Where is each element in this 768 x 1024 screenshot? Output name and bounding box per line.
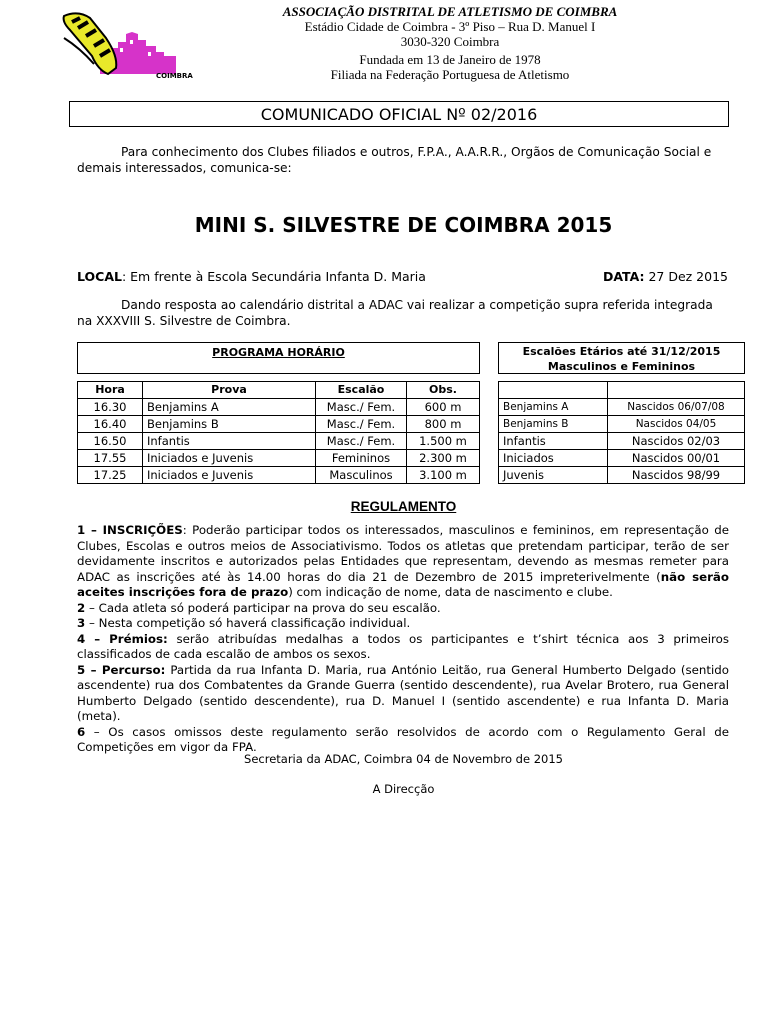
cell-hora: 16.40 [78,416,143,433]
cell-hora: 16.50 [78,433,143,450]
header-obs: Obs. [407,382,480,399]
event-title: MINI S. SILVESTRE DE COIMBRA 2015 [194,213,613,237]
cell-escalao: Masc./ Fem. [316,433,407,450]
regulamento-item-5: 5 – Percurso: Partida da rua Infanta D. Maria, rua António Leitão, rua General Humberto Delgado (sentido ascendente) rua dos Combatentes da Grande Guerra (sentido descendente), rua Avelar Brotero, rua General Humberto Delgado (sentido descendente), rua D. Manuel I (sentido ascendente) e rua Infanta D. Maria (meta). [77,662,730,723]
table-row [499,467,745,484]
header-escalao: Escalão [316,382,407,399]
programa-table [77,381,480,484]
table-row [499,433,745,450]
org-address-line1: Estádio Cidade de Coimbra - 3º Piso – Rua D. Manuel I [304,19,596,34]
cell-prova: Iniciados e Juvenis [143,467,316,484]
cell-escalao: Infantis [499,433,608,450]
programa-horario-title: PROGRAMA HORÁRIO [77,342,480,374]
cell-obs: 2.300 m [407,450,480,467]
table-row [78,399,480,416]
regulamento-item-1: 1 – INSCRIÇÕES: Poderão participar todos os interessados, masculinos e femininos, em representação de Clubes, Escolas e outros meios de Associativismo. Todos os atletas que pretendam participar, terão de ser devidamente inscritos e autorizados pelas Entidades que representam, devendo as mesmas remeter para ADAC as inscrições até às 14.00 horas do dia 21 de Dezembro de 2015 impreterivelmente (não serão aceites inscrições fora de prazo) com indicação de nome, data de nascimento e clube. [77,523,730,599]
local-value: : Em frente à Escola Secundária Infanta D. Maria [121,269,426,284]
cell-prova: Benjamins A [143,399,316,416]
regulamento-body [77,523,729,756]
org-address-line2: 3030-320 Coimbra [400,34,500,49]
cell-escalao: Femininos [316,450,407,467]
resposta-paragraph: Dando resposta ao calendário distrital a ADAC vai realizar a competição supra referida integrada na XXXVIII S. Silvestre de Coimbra. [77,298,713,328]
escaloes-title-line1: Escalões Etários até 31/12/2015 [522,345,721,358]
cell-hora: 17.25 [78,467,143,484]
cell-escalao: Iniciados [499,450,608,467]
cell-nascidos: Nascidos 06/07/08 [608,399,745,416]
regulamento-item-4: 4 – Prémios: serão atribuídas medalhas a todos os participantes e t’shirt técnica aos 3 primeiros classificados de cada escalão de ambos os sexos. [77,631,729,661]
organization-header [200,4,700,82]
cell-escalao: Masculinos [316,467,407,484]
local-label: LOCAL [77,269,122,284]
header-empty [499,382,608,399]
cell-escalao: Masc./ Fem. [316,416,407,433]
table-row [78,416,480,433]
date-line [603,269,728,284]
escaloes-title-line2: Masculinos e Femininos [547,360,696,373]
cell-obs: 800 m [407,416,480,433]
secretaria-line: Secretaria da ADAC, Coimbra 04 de Novembro de 2015 [244,752,563,766]
cell-hora: 16.30 [78,399,143,416]
regulamento-item-3: 3 – Nesta competição só haverá classificação individual. [77,616,411,630]
regulamento-item-6: 6 – Os casos omissos deste regulamento serão resolvidos de acordo com o Regulamento Geral de Competições em vigor da FPA. [77,724,729,754]
org-founded: Fundada em 13 de Janeiro de 1978 [359,52,541,67]
regulamento-item-2: 2 – Cada atleta só poderá participar na prova do seu escalão. [77,600,441,615]
table-row [78,433,480,450]
cell-obs: 600 m [407,399,480,416]
table-row [78,467,480,484]
header-hora: Hora [78,382,143,399]
cell-escalao: Juvenis [499,467,608,484]
org-name: ASSOCIAÇÃO DISTRITAL DE ATLETISMO DE COIMBRA [282,4,618,19]
cell-hora: 17.55 [78,450,143,467]
cell-escalao: Benjamins A [499,399,608,416]
logo-text: COIMBRA [156,72,193,80]
table-row [499,416,745,433]
escaloes-title [498,342,745,374]
table-row [78,450,480,467]
local-line [77,269,426,284]
cell-prova: Benjamins B [143,416,316,433]
cell-obs: 3.100 m [407,467,480,484]
comunicado-title: COMUNICADO OFICIAL Nº 02/2016 [69,101,729,127]
intro-paragraph: Para conhecimento dos Clubes filiados e outros, F.P.A., A.A.R.R., Orgãos de Comunicação Social e demais interessados, comunica-se: [77,145,712,175]
table-row [499,399,745,416]
table-header-row [78,382,480,399]
cell-nascidos: Nascidos 00/01 [608,450,745,467]
regulamento-title: REGULAMENTO [350,499,457,514]
header-prova: Prova [143,382,316,399]
date-label: DATA: [602,269,645,284]
org-affiliation: Filiada na Federação Portuguesa de Atletismo [330,67,570,82]
cell-escalao: Masc./ Fem. [316,399,407,416]
cell-obs: 1.500 m [407,433,480,450]
adac-logo [60,8,195,80]
cell-prova: Iniciados e Juvenis [143,450,316,467]
cell-escalao: Benjamins B [499,416,608,433]
table-header-row [499,382,745,399]
header-empty [608,382,745,399]
date-value: 27 Dez 2015 [644,269,728,284]
cell-nascidos: Nascidos 04/05 [608,416,745,433]
cell-nascidos: Nascidos 98/99 [608,467,745,484]
table-row [499,450,745,467]
direccao-signature: A Direcção [372,782,435,796]
escaloes-table [498,381,745,484]
cell-prova: Infantis [143,433,316,450]
cell-nascidos: Nascidos 02/03 [608,433,745,450]
